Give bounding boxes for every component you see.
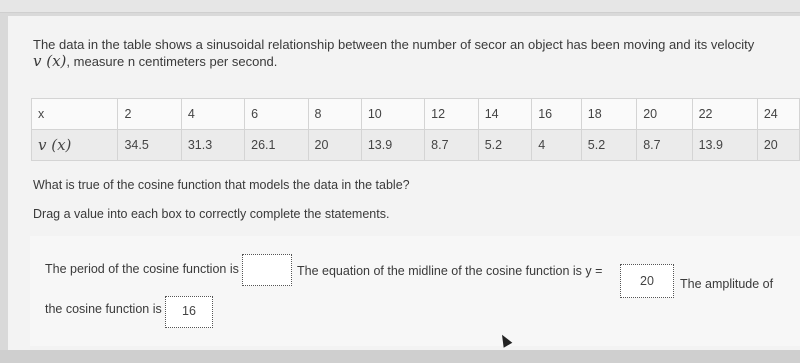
v-cell: 20 bbox=[757, 130, 799, 161]
prompt-line-1: The data in the table shows a sinusoidal relationship between the number of secor an object has been moving and its velocity bbox=[33, 37, 755, 52]
bottom-strip bbox=[0, 350, 800, 363]
period-drop-box[interactable] bbox=[242, 254, 292, 286]
x-cell: 6 bbox=[245, 99, 308, 130]
x-cell: 2 bbox=[118, 99, 181, 130]
v-cell: 8.7 bbox=[425, 130, 479, 161]
x-cell: 20 bbox=[637, 99, 692, 130]
amplitude-statement-start: The amplitude of bbox=[680, 277, 774, 291]
v-cell: 26.1 bbox=[245, 130, 308, 161]
question-prompt bbox=[33, 36, 793, 70]
x-cell: 16 bbox=[532, 99, 582, 130]
midline-statement: The equation of the midline of the cosine function is y = bbox=[297, 264, 603, 278]
table-row-x bbox=[32, 99, 800, 130]
instruction-text: Drag a value into each box to correctly complete the statements. bbox=[33, 207, 390, 221]
v-cell: 34.5 bbox=[118, 130, 181, 161]
top-bar bbox=[0, 0, 800, 13]
v-cell: 20 bbox=[308, 130, 361, 161]
v-cell: 8.7 bbox=[637, 130, 692, 161]
x-cell: 4 bbox=[181, 99, 244, 130]
x-cell: 22 bbox=[692, 99, 757, 130]
x-cell: 18 bbox=[581, 99, 636, 130]
amplitude-statement-end: the cosine function is bbox=[45, 302, 162, 316]
v-cell: 4 bbox=[532, 130, 582, 161]
x-header-cell: x bbox=[32, 99, 118, 130]
v-cell: 5.2 bbox=[581, 130, 636, 161]
v-header-cell: v (x) bbox=[32, 130, 118, 161]
midline-drop-box[interactable]: 20 bbox=[620, 264, 674, 298]
x-cell: 12 bbox=[425, 99, 479, 130]
v-cell: 13.9 bbox=[361, 130, 424, 161]
x-cell: 10 bbox=[361, 99, 424, 130]
data-table bbox=[31, 98, 800, 161]
x-cell: 8 bbox=[308, 99, 361, 130]
answer-area bbox=[30, 236, 800, 346]
x-cell: 14 bbox=[478, 99, 532, 130]
amplitude-drop-box[interactable]: 16 bbox=[165, 296, 213, 328]
table-row-v bbox=[32, 130, 800, 161]
v-cell: 5.2 bbox=[478, 130, 532, 161]
v-cell: 13.9 bbox=[692, 130, 757, 161]
question-text: What is true of the cosine function that models the data in the table? bbox=[33, 178, 410, 192]
function-notation: v (x) bbox=[33, 52, 67, 70]
prompt-line-2: , measure n centimeters per second. bbox=[66, 54, 278, 69]
v-cell: 31.3 bbox=[181, 130, 244, 161]
period-statement: The period of the cosine function is bbox=[45, 262, 239, 276]
x-cell: 24 bbox=[757, 99, 799, 130]
